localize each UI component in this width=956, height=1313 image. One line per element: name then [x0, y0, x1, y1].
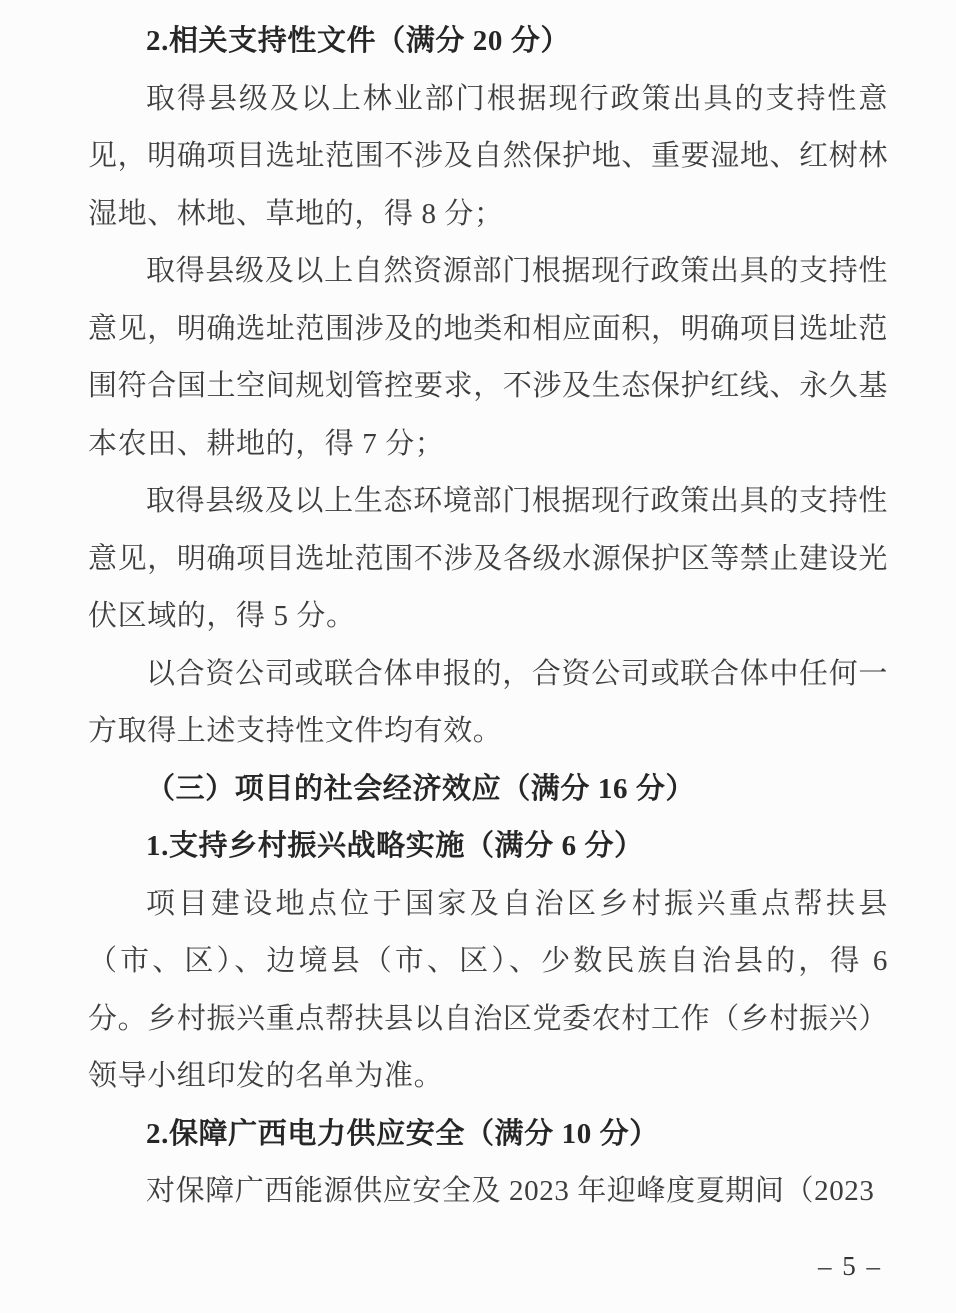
- body-paragraph: 取得县级及以上自然资源部门根据现行政策出具的支持性意见，明确选址范围涉及的地类和相应面积，明确项目选址范围符合国土空间规划管控要求，不涉及生态保护红线、永久基本农田、耕地的，得 7 分；: [88, 255, 888, 460]
- page-number: – 5 –: [818, 1251, 882, 1281]
- section-heading: 2.保障广西电力供应安全（满分 10 分）: [146, 1117, 659, 1150]
- body-paragraph: 取得县级及以上林业部门根据现行政策出具的支持性意见，明确项目选址范围不涉及自然保护地、重要湿地、红树林湿地、林地、草地的，得 8 分；: [88, 82, 888, 230]
- document-content: [88, 13, 888, 1221]
- section-heading: 1.支持乡村振兴战略实施（满分 6 分）: [146, 830, 644, 862]
- body-paragraph: 项目建设地点位于国家及自治区乡村振兴重点帮扶县（市、区）、边境县（市、区）、少数民族自治县的，得 6 分。乡村振兴重点帮扶县以自治区党委农村工作（乡村振兴）领导小组印发的名单为准。: [88, 887, 888, 1092]
- section-heading: 2.相关支持性文件（满分 20 分）: [146, 25, 571, 57]
- body-paragraph: 取得县级及以上生态环境部门根据现行政策出具的支持性意见，明确项目选址范围不涉及各级水源保护区等禁止建设光伏区域的，得 5 分。: [88, 485, 888, 632]
- section-heading: （三）项目的社会经济效应（满分 16 分）: [146, 772, 696, 805]
- body-paragraph: 对保障广西能源供应安全及 2023 年迎峰度夏期间（2023: [146, 1175, 875, 1207]
- body-paragraph: 以合资公司或联合体申报的，合资公司或联合体中任何一方取得上述支持性文件均有效。: [88, 657, 888, 747]
